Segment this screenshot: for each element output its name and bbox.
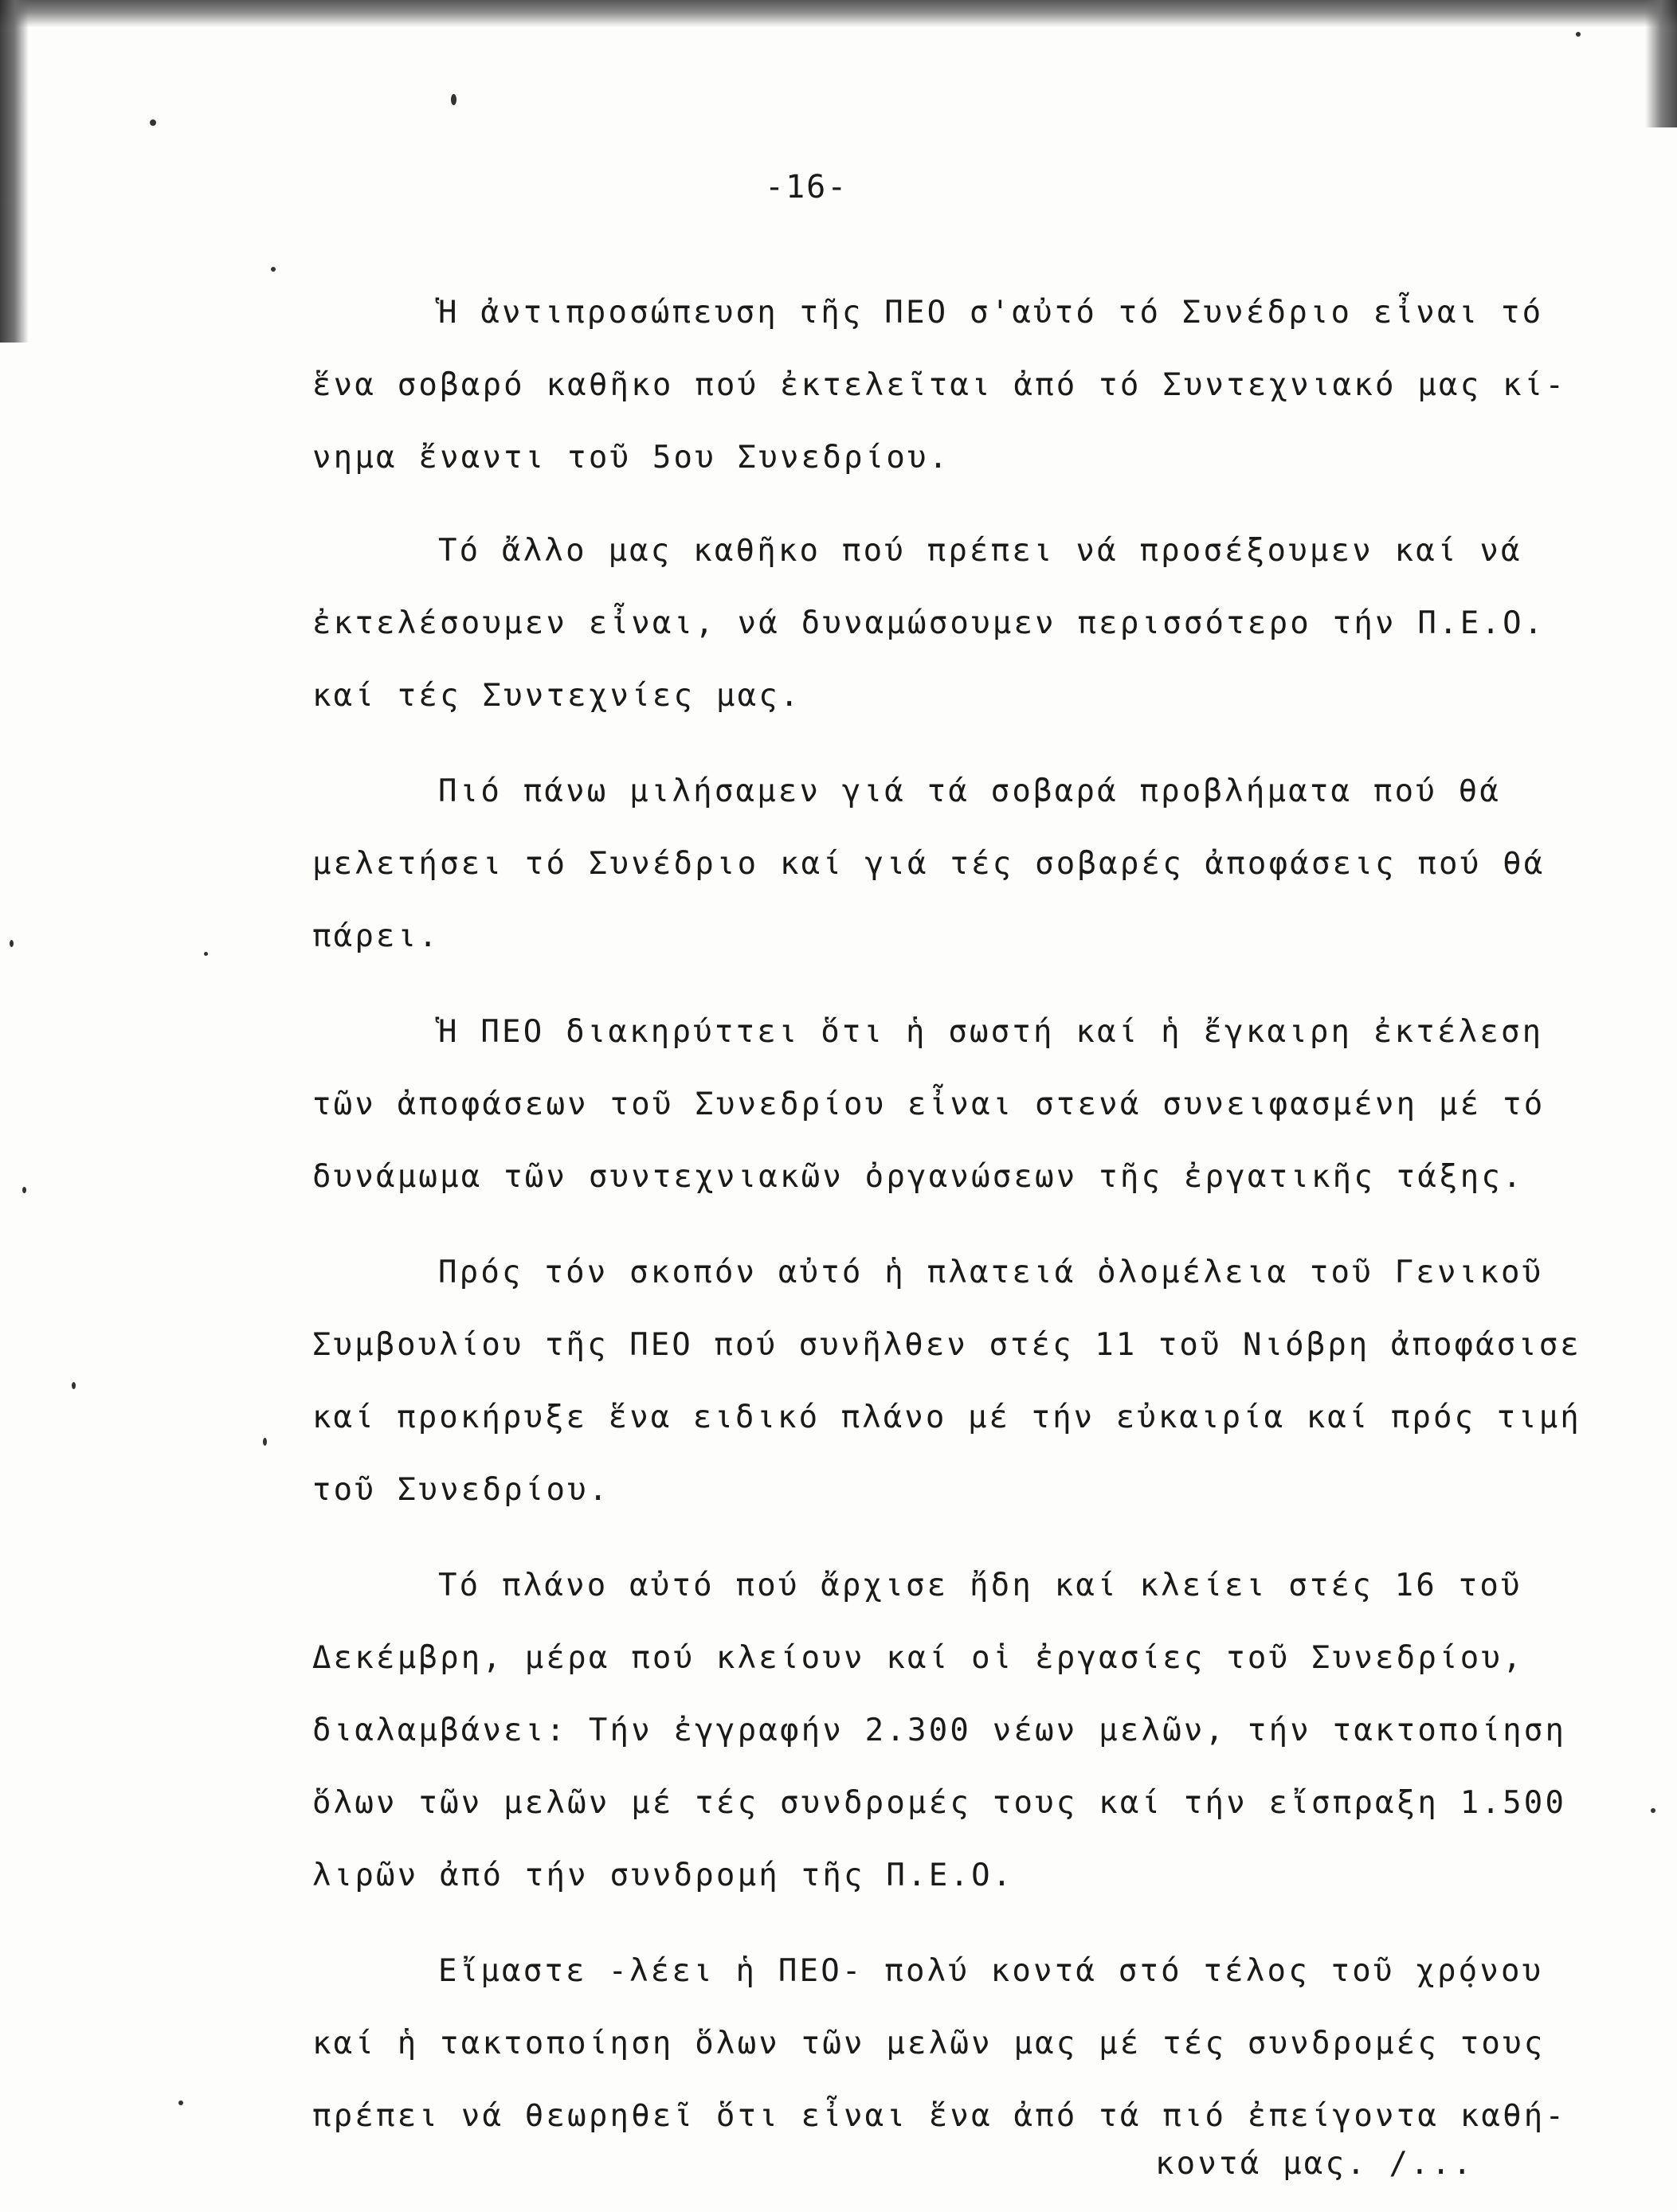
text-line: Ἡ ΠΕΟ διακηρύττει ὅτι ἡ σωστή καί ἡ ἔγκαιρη ἐκτέλεση [438, 1014, 1544, 1050]
scan-speck [178, 2100, 183, 2105]
text-line: καί ἡ τακτοποίηση ὅλων τῶν μελῶν μας μέ τές συνδρομές τους [312, 2026, 1546, 2061]
scan-speck [22, 1187, 26, 1193]
scan-speck [1576, 32, 1581, 37]
text-line: Πιό πάνω μιλήσαμεν γιά τά σοβαρά προβλήματα πού θά [438, 773, 1501, 809]
scan-speck [10, 940, 14, 947]
text-line: καί τές Συντεχνίες μας. [312, 678, 801, 714]
scan-speck [1651, 1808, 1655, 1813]
text-line: τῶν ἀποφάσεων τοῦ Συνεδρίου εἶναι στενά συνειφασμένη μέ τό [312, 1086, 1546, 1122]
text-line: Τό ἄλλο μας καθῆκο πού πρέπει νά προσέξουμεν καί νά [438, 533, 1522, 569]
text-line: Πρός τόν σκοπόν αὐτό ἡ πλατειά ὁλομέλεια τοῦ Γενικοῦ [438, 1255, 1544, 1290]
text-line: πάρει. [312, 918, 441, 954]
scan-speck [72, 1382, 76, 1389]
text-line: διαλαμβάνει: Τήν ἐγγραφήν 2.300 νέων μελῶν, τήν τακτοποίηση [312, 1713, 1567, 1748]
text-line: Τό πλάνο αὐτό πού ἄρχισε ἤδη καί κλείει στές 16 τοῦ [438, 1568, 1522, 1603]
text-line: τοῦ Συνεδρίου. [312, 1472, 610, 1508]
text-line: Συμβουλίου τῆς ΠΕΟ πού συνῆλθεν στές 11 τοῦ Νιόβρη ἀποφάσισε [312, 1327, 1581, 1363]
scan-speck [150, 119, 156, 126]
scan-speck [263, 1438, 267, 1446]
scan-speck [271, 267, 276, 272]
text-line: καί προκήρυξε ἕνα ειδικό πλάνο μέ τήν εὐκαιρία καί πρός τιμή [312, 1400, 1581, 1435]
page-number: -16- [765, 169, 848, 206]
scan-speck [204, 952, 208, 956]
text-line: Δεκέμβρη, μέρα πού κλείουν καί οἱ ἐργασίες τοῦ Συνεδρίου, [312, 1640, 1524, 1676]
text-line: μελετήσει τό Συνέδριο καί γιά τές σοβαρές ἀποφάσεις πού θά [312, 846, 1546, 882]
scan-speck [451, 94, 456, 105]
text-line: Εἴμαστε -λέει ἡ ΠΕΟ- πολύ κοντά στό τέλος τοῦ χρόνου [438, 1953, 1544, 1989]
text-line: Ἡ ἀντιπροσώπευση τῆς ΠΕΟ σ'αὐτό τό Συνέδριο εἶναι τό [438, 295, 1544, 331]
text-line: πρέπει νά θεωρηθεῖ ὅτι εἶναι ἕνα ἀπό τά πιό ἐπείγοντα καθή- [312, 2098, 1567, 2134]
text-line: νημα ἔναντι τοῦ 5ου Συνεδρίου. [312, 440, 950, 476]
text-line: ἐκτελέσουμεν εἶναι, νά δυναμώσουμεν περισσότερο τήν Π.Ε.Ο. [312, 605, 1546, 641]
text-line: κοντά μας. /... [1155, 2146, 1475, 2182]
scan-edge-top [0, 0, 1677, 27]
text-line: δυνάμωμα τῶν συντεχνιακῶν ὀργανώσεων τῆς ἐργατικῆς τάξης. [312, 1159, 1524, 1195]
text-line: ὅλων τῶν μελῶν μέ τές συνδρομές τους καί τήν εἴσπραξη 1.500 [312, 1785, 1567, 1821]
scan-edge-right [1645, 0, 1677, 127]
scan-edge-left [0, 0, 29, 343]
text-line: ἕνα σοβαρό καθῆκο πού ἐκτελεῖται ἀπό τό Συντεχνιακό μας κί- [312, 367, 1567, 403]
text-line: λιρῶν ἀπό τήν συνδρομή τῆς Π.Ε.Ο. [312, 1858, 1014, 1893]
